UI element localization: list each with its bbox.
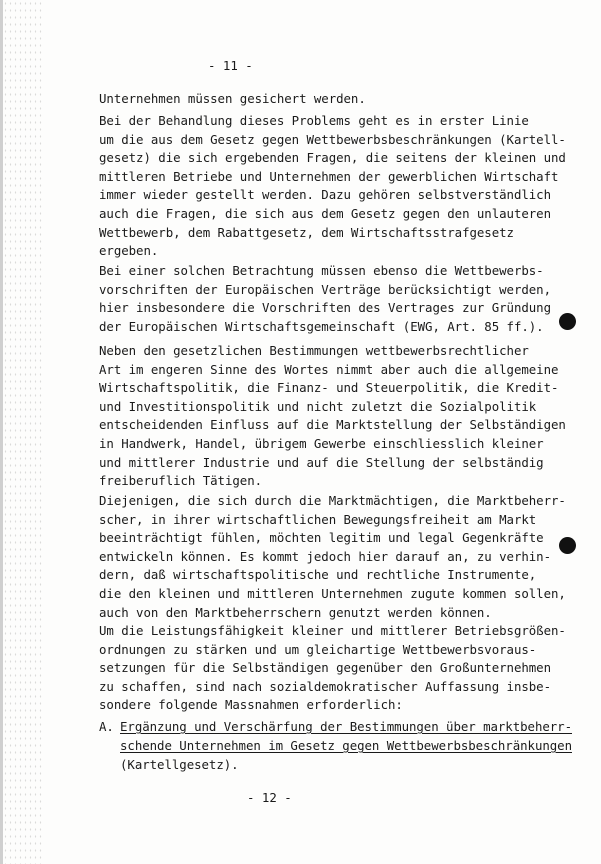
- text-line: gesetz) die sich ergebenden Fragen, die seitens der kleinen und: [99, 150, 566, 166]
- text-line: auch die Fragen, die sich aus dem Gesetz gegen den unlauteren: [99, 206, 551, 221]
- text-line: Um die Leistungsfähigkeit kleiner und mittlerer Betriebsgrößen-: [99, 623, 566, 638]
- text-line: beeinträchtigt fühlen, möchten legitim und legal Gegenkräfte: [99, 530, 544, 546]
- text-line: Wirtschaftspolitik, die Finanz- und Steuerpolitik, die Kredit-: [99, 380, 559, 396]
- text-line: und mittlerer Industrie und auf die Stellung der selbständig: [99, 454, 544, 470]
- page-footer-number: - 12 -: [247, 790, 292, 805]
- text-line: Bei einer solchen Betrachtung müssen ebenso die Wettbewerbs-: [99, 263, 544, 278]
- text-line: die den kleinen und mittleren Unternehmen zugute kommen sollen,: [99, 586, 566, 601]
- text-line: scher, in ihrer wirtschaftlichen Bewegungsfreiheit am Markt: [99, 511, 537, 527]
- text-line: mittleren Betriebe und Unternehmen der gewerblichen Wirtschaft: [99, 168, 559, 184]
- text-line: Wettbewerb, dem Rabattgesetz, dem Wirtschaftsstrafgesetz: [99, 224, 514, 240]
- text-line: um die aus dem Gesetz gegen Wettbewerbsbeschränkungen (Kartell-: [99, 131, 566, 147]
- text-line: ergeben.: [99, 243, 159, 259]
- text-line: ordnungen zu stärken und um gleichartige Wettbewerbsvoraus-: [99, 641, 537, 657]
- text-line: Diejenigen, die sich durch die Marktmächtigen, die Marktbeherr-: [99, 493, 566, 508]
- item-a-line-1: Ergänzung und Verschärfung der Bestimmungen über marktbeherr-: [120, 719, 572, 734]
- text-line: Neben den gesetzlichen Bestimmungen wettbewerbsrechtlicher: [99, 343, 529, 358]
- text-line: immer wieder gestellt werden. Dazu gehören selbstverständlich: [99, 187, 551, 203]
- page-header-number: - 11 -: [208, 58, 253, 73]
- binder-hole-mark: [559, 313, 576, 330]
- text-line: dern, daß wirtschaftspolitische und rechtliche Instrumente,: [99, 567, 537, 583]
- text-line: hier insbesondere die Vorschriften des Vertrages zur Gründung: [99, 300, 551, 316]
- text-line: Bei der Behandlung dieses Problems geht es in erster Linie: [99, 113, 529, 128]
- text-line: in Handwerk, Handel, übrigem Gewerbe einschliesslich kleiner: [99, 436, 544, 451]
- item-a-marker: A.: [99, 719, 114, 734]
- text-line: zu schaffen, sind nach sozialdemokratischer Auffassung insbe-: [99, 678, 551, 694]
- text-line: auch von den Marktbeherrschern genutzt werden können.: [99, 604, 492, 620]
- scan-noise: [3, 0, 43, 864]
- text-line: der Europäischen Wirtschaftsgemeinschaft (EWG, Art. 85 ff.).: [99, 318, 544, 334]
- text-line: sondere folgende Massnahmen erforderlich:: [99, 697, 403, 713]
- text-line: Unternehmen müssen gesichert werden.: [99, 91, 366, 106]
- text-line: vorschriften der Europäischen Verträge berücksichtigt werden,: [99, 281, 551, 297]
- item-a-line-3: (Kartellgesetz).: [120, 757, 239, 772]
- text-line: Art im engeren Sinne des Wortes nimmt aber auch die allgemeine: [99, 361, 559, 377]
- item-a-line-2: schende Unternehmen im Gesetz gegen Wettbewerbsbeschränkungen: [120, 738, 572, 753]
- binder-hole-mark: [559, 537, 576, 554]
- text-line: freiberuflich Tätigen.: [99, 473, 263, 489]
- text-line: entscheidenden Einfluss auf die Marktstellung der Selbständigen: [99, 417, 566, 433]
- text-line: entwickeln können. Es kommt jedoch hier darauf an, zu verhin-: [99, 548, 551, 564]
- text-line: und Investitionspolitik und nicht zuletzt die Sozialpolitik: [99, 398, 537, 414]
- text-line: setzungen für die Selbständigen gegenüber den Großunternehmen: [99, 660, 551, 676]
